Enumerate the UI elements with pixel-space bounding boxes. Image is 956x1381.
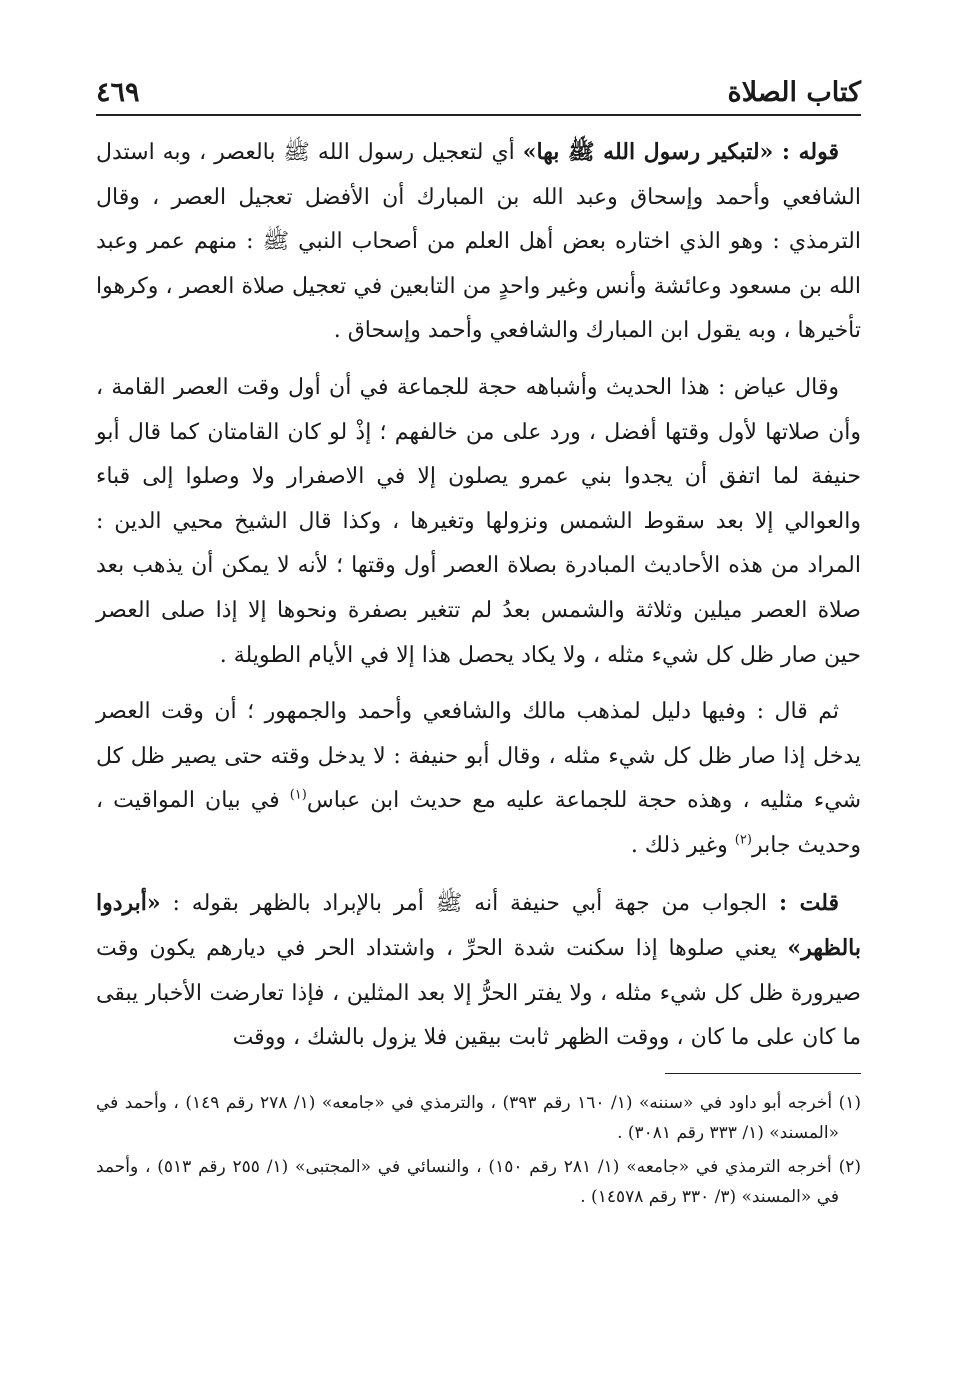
footnote-2: (٢) أخرجه الترمذي في «جامعه» (١/ ٢٨١ رقم ١٥٠) ، والنسائي في «المجتبى» (١/ ٢٥٥ رقم ٥١٣) ، وأحمد في «المسند» (٣/ ٣٣٠ رقم ١٤٥٧٨) . (96, 1156, 861, 1207)
paragraph-text: أي لتعجيل رسول الله ﷺ بالعصر ، وبه استدل الشافعي وأحمد وإسحاق وعبد الله بن المبارك أن الأفضل تعجيل العصر ، وقال الترمذي : وهو الذي اختاره بعض أهل العلم من أصحاب النبي ﷺ : منهم عمر وعبد الله بن مسعود وعائشة وأنس وغير واحدٍ من التابعين في تعجيل صلاة العصر ، وكرهوا تأخيرها ، وبه يقول ابن المبارك والشافعي وأحمد وإسحاق . (96, 140, 861, 344)
paragraph-text: ثم قال : وفيها دليل لمذهب مالك والشافعي وأحمد والجمهور ؛ أن وقت العصر يدخل إذا صار ظل كل شيء مثله ، وقال أبو حنيفة : لا يدخل وقته حتى يصير ظل كل شيء مثليه ، وهذه حجة للجماعة عليه مع حديث ابن عباس (96, 699, 862, 814)
footnote-ref-1[interactable]: (١) (289, 787, 307, 803)
hadith-quote: «أبردوا بالظهر» (96, 889, 861, 962)
footnotes (96, 1088, 861, 1212)
paragraph-text: يعني صلوها إذا سكنت شدة الحرِّ ، واشتداد الحر في ديارهم يكون وقت صيرورة ظل كل شيء مثله ، ولا يفتر الحرُّ إلا بعد المثلين ، فإذا تعارضت الأخبار يبقى ما كان على ما كان ، ووقت الظهر ثابت بيقين فلا يزول بالشك ، ووقت (96, 936, 861, 1051)
paragraph-text: وغير ذلك . (630, 832, 735, 858)
page-number: ٤٦٩ (96, 77, 140, 108)
header-rule (96, 114, 861, 116)
running-title: كتاب الصلاة (727, 77, 861, 108)
paragraph (96, 130, 861, 354)
main-text (96, 130, 861, 1061)
footnote-rule (665, 1073, 861, 1074)
paragraph (96, 881, 861, 1061)
paragraph (96, 366, 861, 678)
paragraph-text: الجواب من جهة أبي حنيفة أنه ﷺ أمر بالإبراد بالظهر بقوله : (160, 890, 779, 916)
paragraph-lead: قلت : (778, 889, 840, 916)
page-header (96, 60, 861, 108)
paragraph-text: في بيان المواقيت ، وحديث جابر (96, 788, 861, 858)
paragraph-lead: قوله : «لتبكير رسول الله ﷺ بها» (522, 139, 839, 165)
paragraph (96, 690, 861, 868)
paragraph-text: وقال عياض : هذا الحديث وأشباهه حجة للجماعة في أن أول وقت العصر القامة ، وأن صلاتها لأول وقتها أفضل ، ورد على من خالفهم ؛ إذْ لو كان القامتان كما قال أبو حنيفة لما اتفق أن يجدوا بني عمرو يصلون إلا في الاصفرار ولا وصلوا إلى قباء والعوالي إلا بعد سقوط الشمس ونزولها وتغيرها ، وكذا قال الشيخ محيي الدين : المراد من هذه الأحاديث المبادرة بصلاة العصر أول وقتها ؛ لأنه لا يمكن أن يذهب بعد صلاة العصر ميلين وثلاثة والشمس بعدُ لم تتغير بصفرة ونحوها إلا إذا صلى العصر حين صار ظل كل شيء مثله ، ولا يكاد يحصل هذا إلا في الأيام الطويلة . (96, 374, 861, 668)
footnote-ref-2[interactable]: (٢) (734, 832, 752, 848)
footnote-1: (١) أخرجه أبو داود في «سننه» (١/ ١٦٠ رقم ٣٩٣) ، والترمذي في «جامعه» (١/ ٢٧٨ رقم ١٤٩) ، وأحمد في «المسند» (١/ ٣٣٣ رقم ٣٠٨١) . (96, 1092, 861, 1143)
